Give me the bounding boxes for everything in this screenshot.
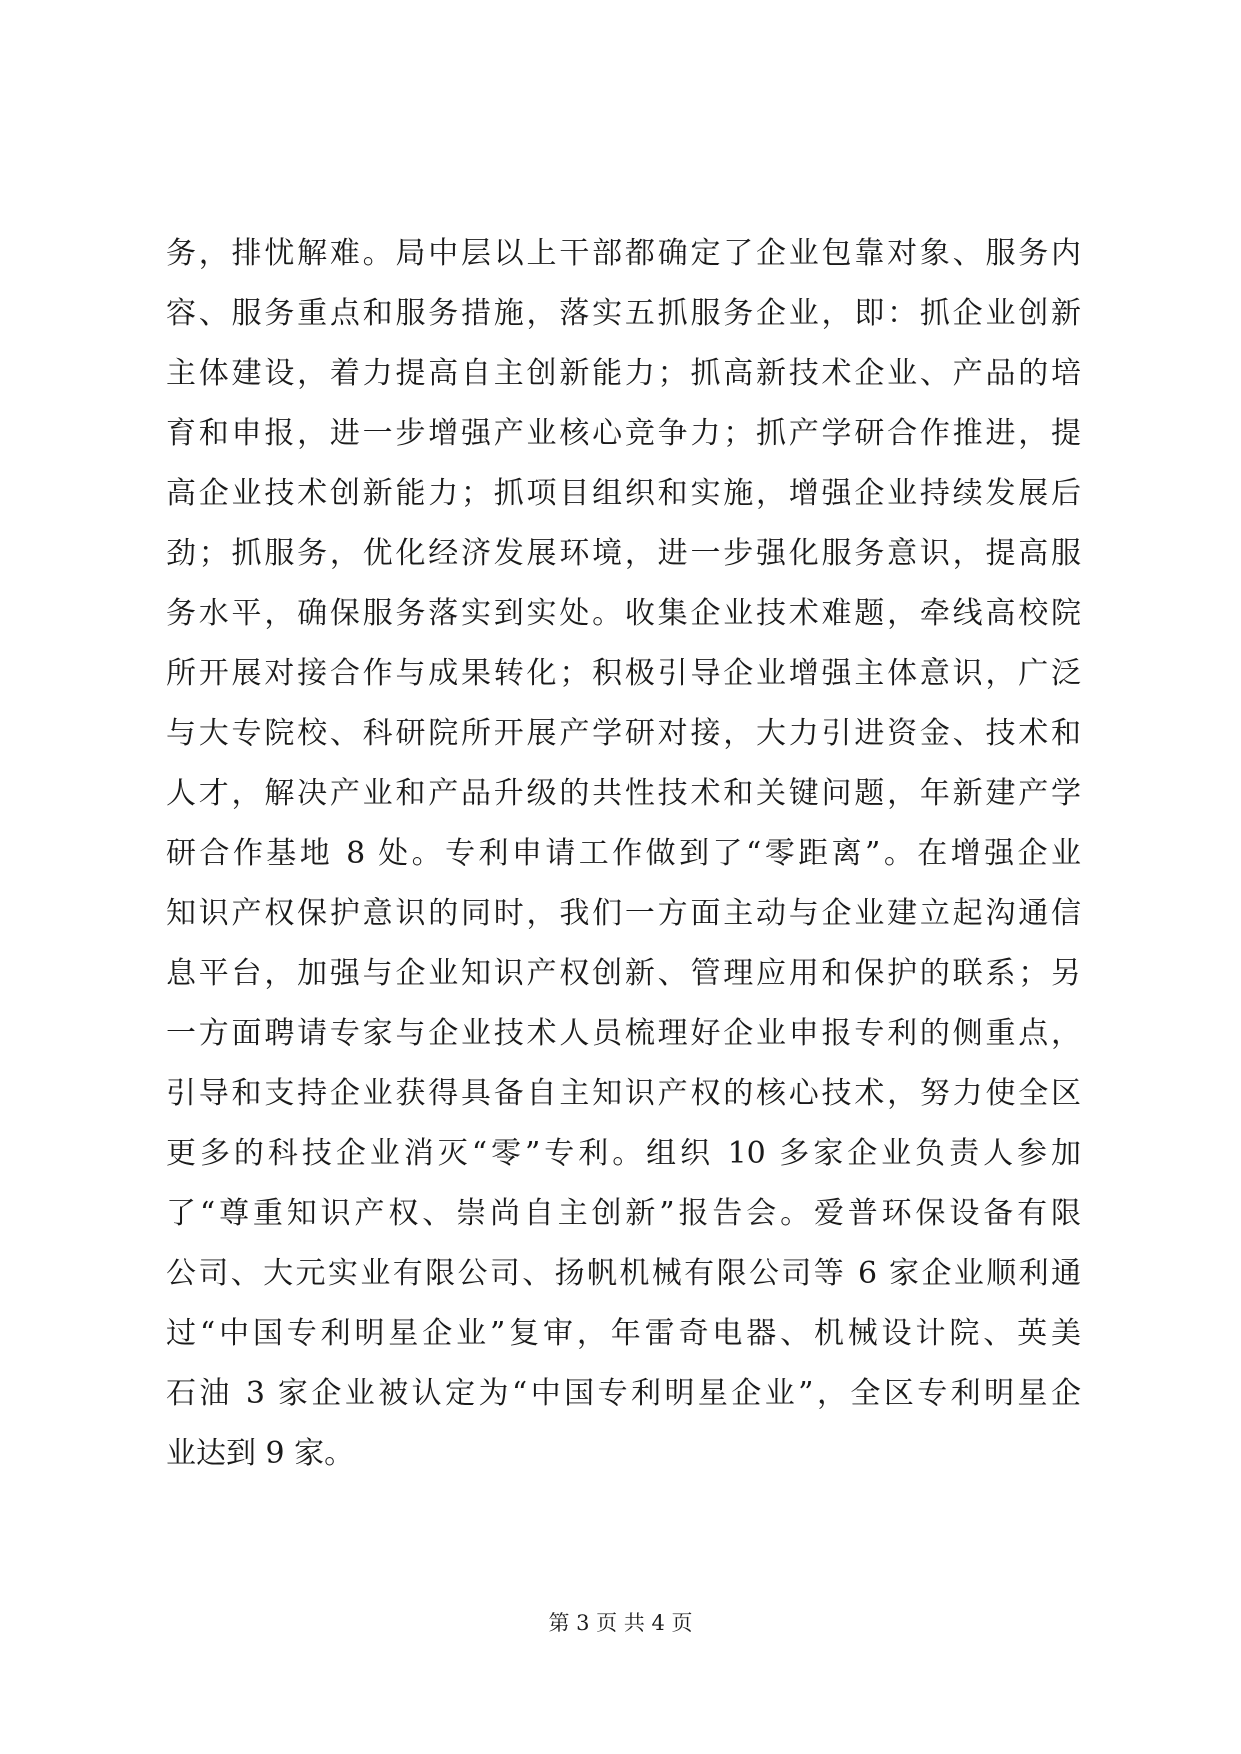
text-line: 公司、大元实业有限公司、扬帆机械有限公司等 6 家企业顺利通 [166,1256,1081,1291]
text-line: 与大专院校、科研院所开展产学研对接，大力引进资金、技术和 [166,716,1081,751]
text-line: 所开展对接合作与成果转化；积极引导企业增强主体意识，广泛 [166,656,1081,691]
text-line: 人才，解决产业和产品升级的共性技术和关键问题，年新建产学 [166,776,1081,811]
text-line: 一方面聘请专家与企业技术人员梳理好企业申报专利的侧重点， [166,1016,1081,1051]
text-line: 更多的科技企业消灭“零”专利。组织 10 多家企业负责人参加 [166,1136,1081,1171]
text-line: 引导和支持企业获得具备自主知识产权的核心技术，努力使全区 [166,1076,1081,1111]
text-line: 息平台，加强与企业知识产权创新、管理应用和保护的联系；另 [166,956,1081,991]
page-number-footer: 第 3 页 共 4 页 [548,1611,693,1635]
text-line: 知识产权保护意识的同时，我们一方面主动与企业建立起沟通信 [166,896,1081,931]
text-line: 容、服务重点和服务措施，落实五抓服务企业，即：抓企业创新 [166,296,1081,331]
body-paragraph [166,224,1081,1484]
text-line: 务水平，确保服务落实到实处。收集企业技术难题，牵线高校院 [166,596,1081,631]
text-line: 育和申报，进一步增强产业核心竞争力；抓产学研合作推进，提 [166,416,1081,451]
text-line: 务，排忧解难。局中层以上干部都确定了企业包靠对象、服务内 [166,236,1081,271]
text-line: 了“尊重知识产权、崇尚自主创新”报告会。爱普环保设备有限 [166,1196,1081,1231]
text-line: 劲；抓服务，优化经济发展环境，进一步强化服务意识，提高服 [166,536,1081,571]
text-line: 过“中国专利明星企业”复审，年雷奇电器、机械设计院、英美 [166,1316,1081,1351]
text-line: 研合作基地 8 处。专利申请工作做到了“零距离”。在增强企业 [166,836,1081,871]
text-line: 石油 3 家企业被认定为“中国专利明星企业”，全区专利明星企 [166,1376,1081,1411]
text-line: 业达到 9 家。 [166,1436,355,1471]
text-line: 主体建设，着力提高自主创新能力；抓高新技术企业、产品的培 [166,356,1081,391]
text-line: 高企业技术创新能力；抓项目组织和实施，增强企业持续发展后 [166,476,1081,511]
